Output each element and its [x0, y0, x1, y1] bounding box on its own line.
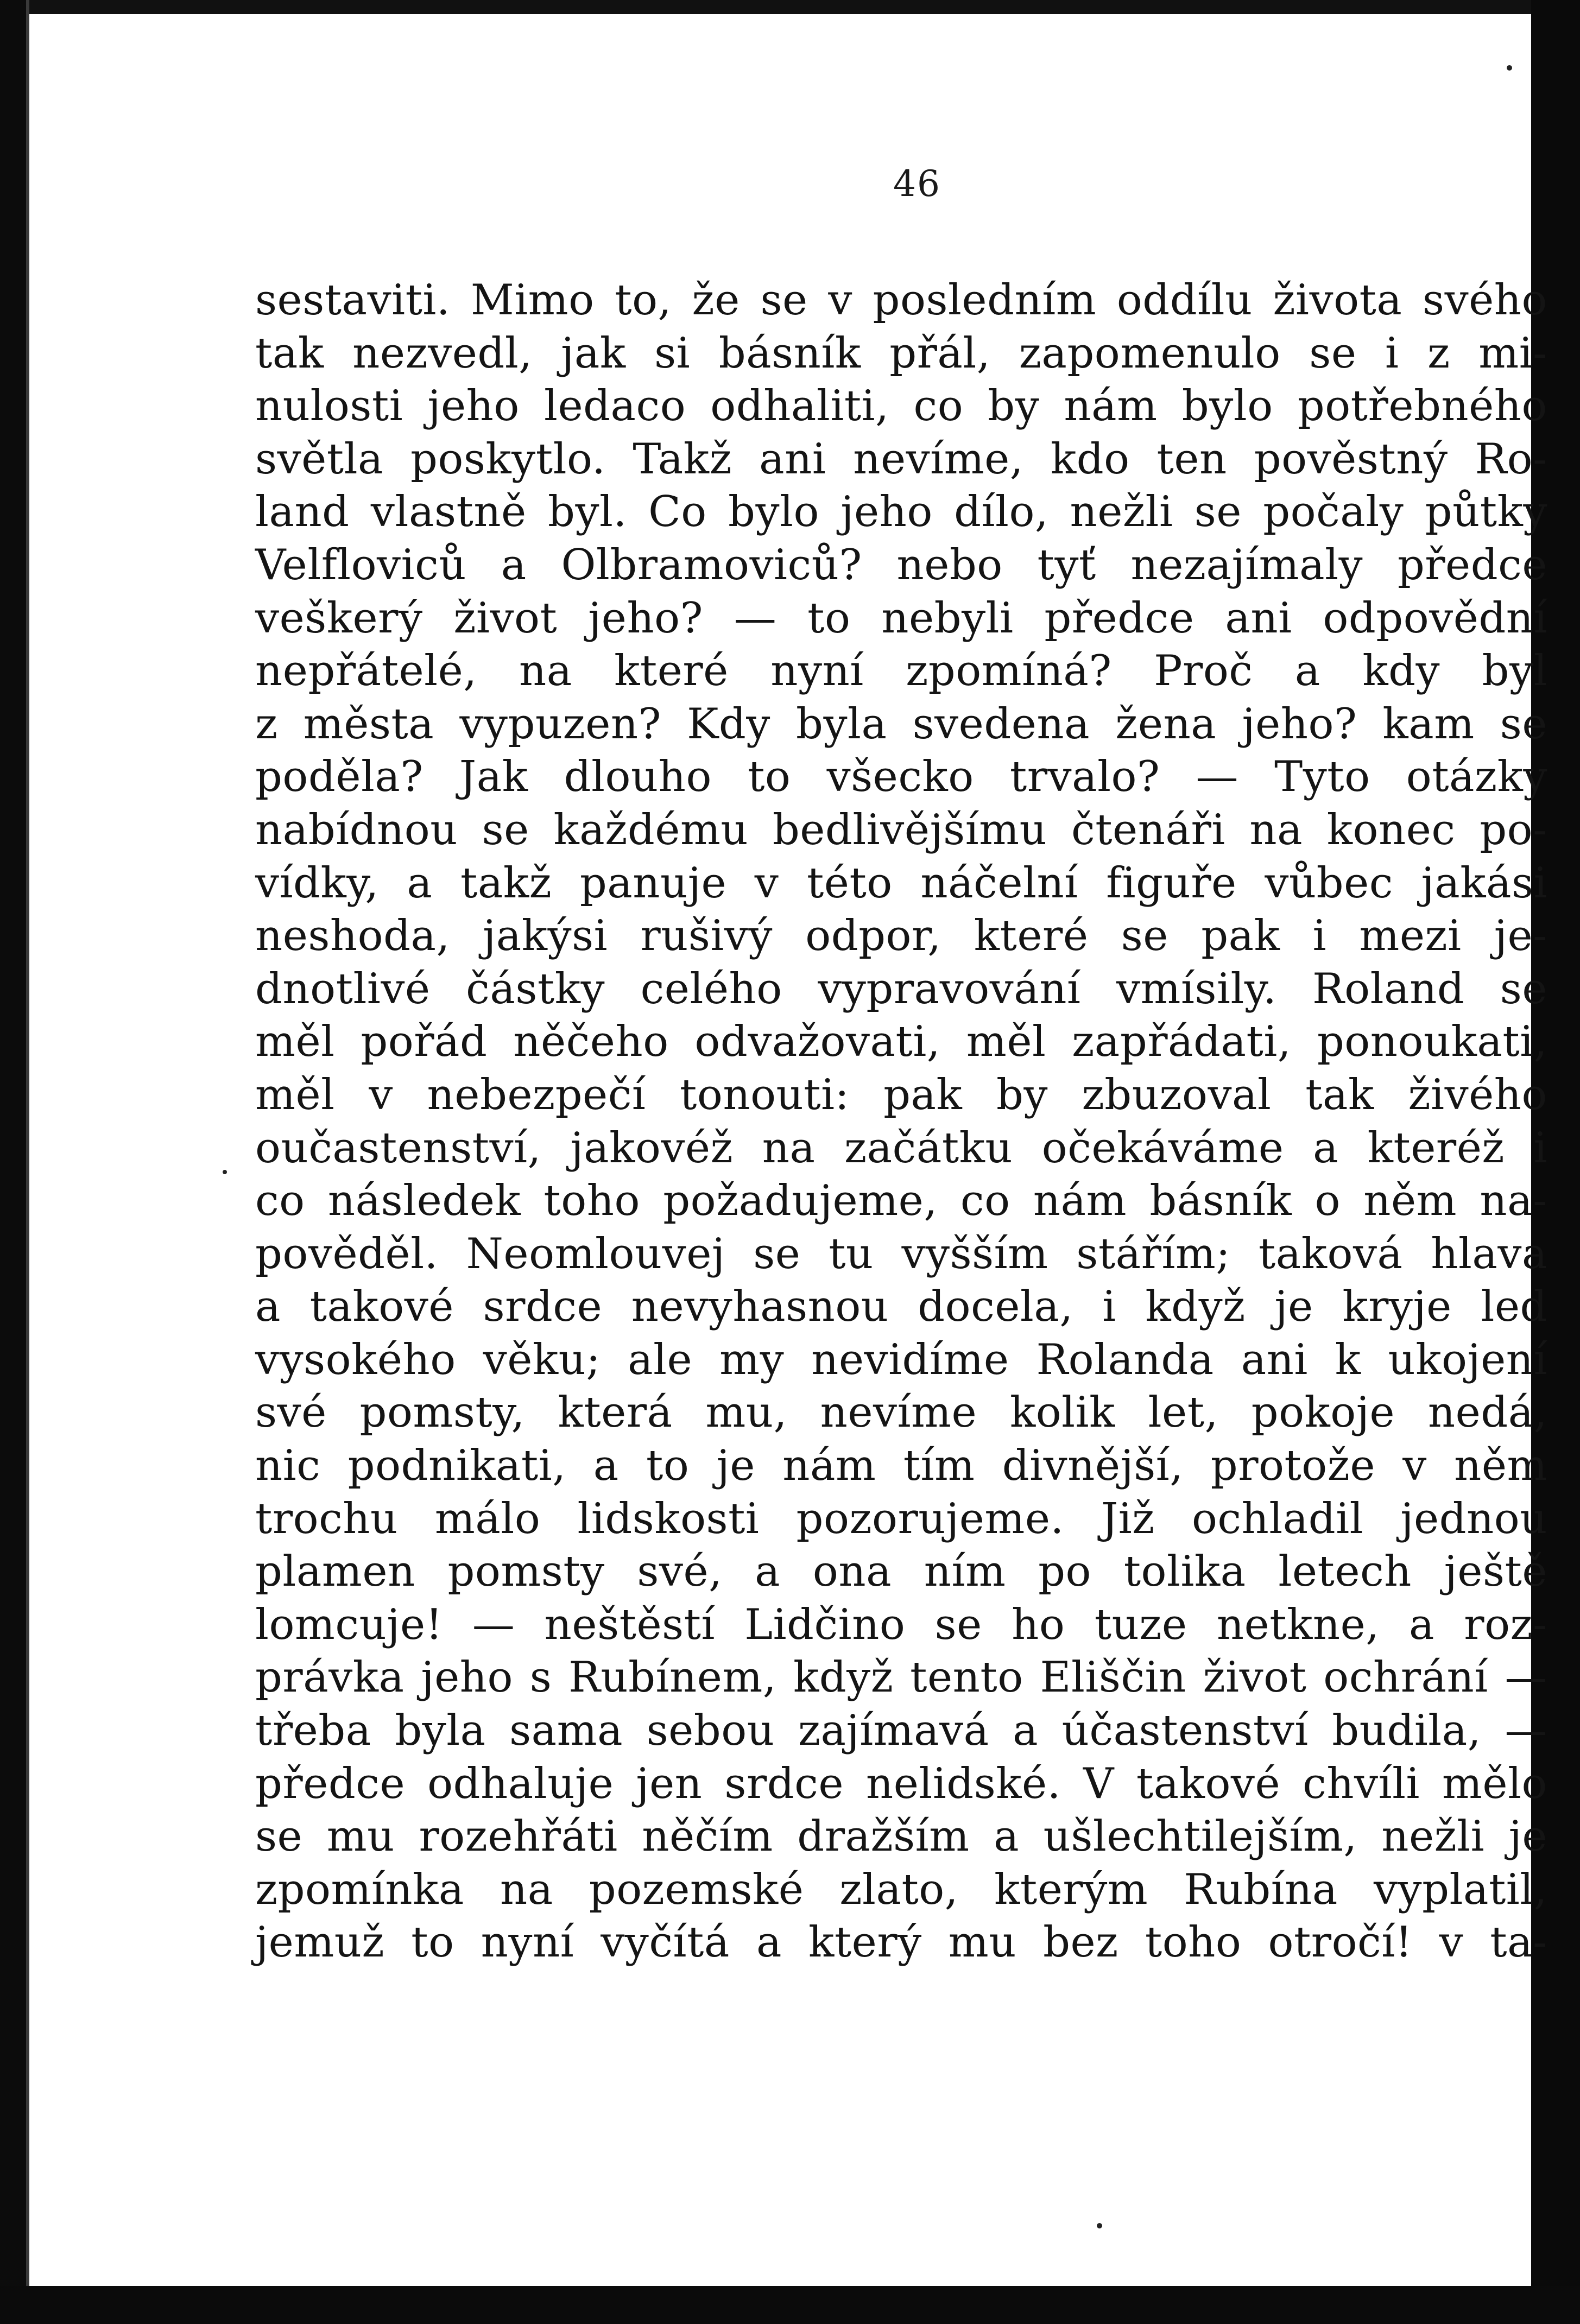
text-line: jemuž to nyní vyčítá a který mu bez toho otročí! v ta-: [255, 1918, 1547, 1967]
text-line: lomcuje! — neštěstí Lidčino se ho tuze netkne, a roz-: [255, 1600, 1547, 1649]
text-line: nabídnou se každému bedlivějšímu čtenáři na konec po-: [255, 805, 1547, 854]
text-line: pověděl. Neomlouvej se tu vyšším stářím; taková hlava: [255, 1229, 1547, 1278]
text-line: zpomínka na pozemské zlato, kterým Rubína vyplatil,: [255, 1865, 1547, 1914]
scan-border-left: [0, 0, 26, 2324]
text-line: Velfloviců a Olbramoviců? nebo tyť nezajímaly předce: [255, 540, 1547, 590]
scan-border-top: [0, 0, 1580, 14]
text-line: co následek toho požadujeme, co nám básník o něm na-: [255, 1176, 1547, 1226]
text-line: veškerý život jeho? — to nebyli předce ani odpovědní: [255, 593, 1547, 643]
text-line: měl v nebezpečí tonouti: pak by zbuzoval tak živého: [255, 1070, 1547, 1119]
text-line: oučastenství, jakovéž na začátku očekáváme a kteréž i: [255, 1123, 1547, 1173]
text-line: a takové srdce nevyhasnou docela, i když je kryje led: [255, 1282, 1547, 1332]
scan-inner-rule: [26, 0, 29, 2324]
page-number: 46: [893, 163, 941, 205]
text-line: nepřátelé, na které nyní zpomíná? Proč a kdy byl: [255, 647, 1547, 696]
text-line: z města vypuzen? Kdy byla svedena žena jeho? kam se: [255, 699, 1547, 749]
text-line: světla poskytlo. Takž ani nevíme, kdo ten pověstný Ro-: [255, 434, 1547, 484]
text-line: trochu málo lidskosti pozorujeme. Již ochladil jednou: [255, 1494, 1547, 1543]
text-line: land vlastně byl. Co bylo jeho dílo, nežli se počaly půtky: [255, 487, 1547, 537]
scan-speck: [223, 1170, 227, 1174]
text-line: své pomsty, která mu, nevíme kolik let, pokoje nedá,: [255, 1388, 1547, 1438]
text-line: sestaviti. Mimo to, že se v posledním oddílu života svého: [255, 276, 1547, 325]
text-line: měl pořád něčeho odvažovati, měl zapřádati, ponoukati,: [255, 1017, 1547, 1067]
scan-speck: [1507, 65, 1512, 71]
text-line: nulosti jeho ledaco odhaliti, co by nám bylo potřebného: [255, 382, 1547, 431]
body-text: [255, 274, 1547, 1970]
text-line: tak nezvedl, jak si básník přál, zapomenulo se i z mi-: [255, 328, 1547, 378]
text-line: předce odhaluje jen srdce nelidské. V takové chvíli mělo: [255, 1759, 1547, 1808]
text-line: třeba byla sama sebou zajímavá a účastenství budila, —: [255, 1706, 1547, 1756]
text-line: poděla? Jak dlouho to všecko trvalo? — Tyto otázky: [255, 752, 1547, 802]
text-line: dnotlivé částky celého vypravování vmísily. Roland se: [255, 964, 1547, 1014]
text-line: nic podnikati, a to je nám tím divnější, protože v něm: [255, 1441, 1547, 1491]
scan-border-bottom: [0, 2286, 1580, 2324]
text-line: se mu rozehřáti něčím dražším a ušlechtilejším, nežli je: [255, 1812, 1547, 1861]
text-line: plamen pomsty své, a ona ním po tolika letech ještě: [255, 1547, 1547, 1597]
text-line: vysokého věku; ale my nevidíme Rolanda ani k ukojení: [255, 1335, 1547, 1384]
text-line: neshoda, jakýsi rušivý odpor, které se pak i mezi je-: [255, 911, 1547, 961]
scan-speck: [1097, 2223, 1102, 2228]
text-line: právka jeho s Rubínem, když tento Eliščin život ochrání —: [255, 1653, 1547, 1702]
text-line: vídky, a takž panuje v této náčelní figuře vůbec jakási: [255, 858, 1547, 908]
